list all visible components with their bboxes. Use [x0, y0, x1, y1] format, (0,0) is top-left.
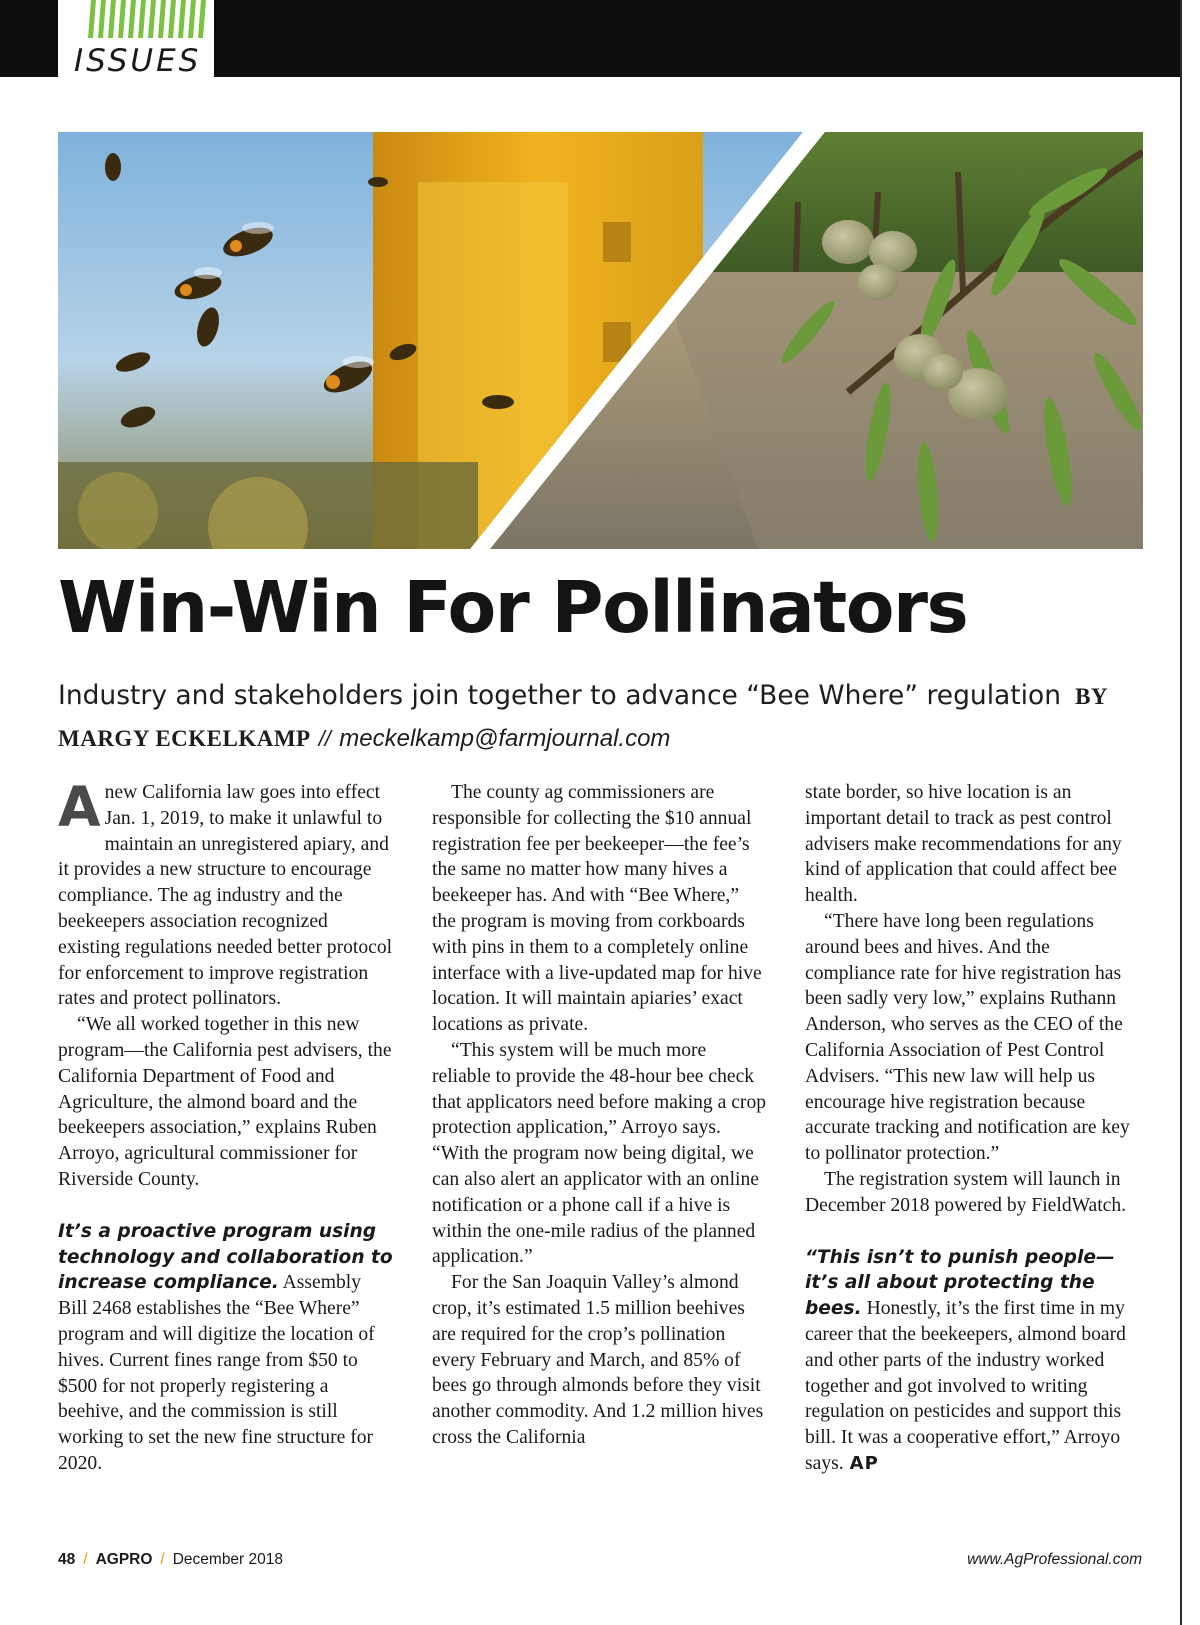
section-stripes-graphic: [87, 0, 211, 38]
paragraph: For the San Joaquin Valley’s almond crop, it’s estimated 1.5 million beehives are required for the crop’s pollination every February and March, and 85% of bees go through almonds before they visit another commodity. And 1.2 million hives cross the California: [432, 1272, 764, 1448]
footer-separator: /: [83, 1551, 88, 1568]
paragraph: state border, so hive location is an important detail to track as pest control advisers make recommendations for any kind of application that could affect bee health.: [805, 782, 1122, 907]
headline: Win-Win For Pollinators: [58, 566, 968, 649]
paragraph: “There have long been regulations around bees and hives. And the compliance rate for hive registration has been sadly very low,” explains Ruthann Anderson, who serves as the CEO of the California Association of Pest Control Advisers. “This new law will help us encourage hive registration because accurate tracking and notification are key to pollinator protection.”: [805, 910, 1130, 1165]
deck: [58, 675, 1158, 759]
website-link[interactable]: www.AgProfessional.com: [967, 1551, 1142, 1568]
subhead-lead: It’s a proactive program using technology and collaboration to increase compliance.: [58, 1220, 393, 1294]
end-mark: AP: [849, 1452, 879, 1474]
column-3: [805, 780, 1145, 1477]
paragraph: The county ag commissioners are responsible for collecting the $10 annual registration fee per beekeeper—the fee’s the same no matter how many hives a beekeeper has. And with “Bee Where,” the program is moving from corkboards with pins in them to a completely online interface with a live-updated map for hive location. It will maintain apiaries’ exact locations as private.: [432, 782, 762, 1036]
paragraph: “We all worked together in this new program—the California pest advisers, the California Department of Food and Agriculture, the almond board and the beekeepers association,” explains Ruben Arroyo, agricultural commissioner for Riverside County.: [58, 1014, 392, 1190]
magazine-name: AGPRO: [95, 1551, 153, 1568]
paragraph: [805, 1245, 1145, 1477]
paragraph: “This system will be much more reliable to provide the 48-hour bee check that applicators need before making a crop protection application,” Arroyo says. “With the program now being digital, we can also alert an applicator with an online notification or a phone call if a hive is within the one-mile radius of the planned application.”: [432, 1039, 767, 1268]
paragraph: The registration system will launch in December 2018 powered by FieldWatch.: [805, 1168, 1127, 1216]
page-footer-folio: [58, 1551, 283, 1569]
page-number: 48: [58, 1551, 76, 1568]
paragraph-text: Honestly, it’s the first time in my career that the beekeepers, almond board and other parts of the industry worked together and got involved to writing regulation on pesticides and support this bill. It was a cooperative effort,” Arroyo says.: [805, 1298, 1126, 1474]
paragraph-text: new California law goes into effect Jan. 1, 2019, to make it unlawful to maintain an unregistered apiary, and it provides a new structure to encourage compliance. The ag industry and the beekeepers association recognized existing regulations needed better protocol for enforcement to improve registration rates and protect pollinators.: [58, 782, 393, 1010]
footer-separator: /: [160, 1551, 165, 1568]
issue-date: December 2018: [172, 1551, 284, 1568]
byline: BY MARGY ECKELKAMP: [58, 684, 1108, 751]
right-edge-rule: [1180, 0, 1182, 1625]
hero-image: [58, 132, 1143, 549]
subhead-lead: “This isn’t to punish people—it’s all about protecting the bees.: [805, 1246, 1115, 1320]
drop-cap: A: [58, 775, 101, 839]
author-email-link[interactable]: meckelkamp@farmjournal.com: [339, 725, 671, 752]
paragraph: [58, 775, 393, 1012]
paragraph-text: Assembly Bill 2468 establishes the “Bee Where” program and will digitize the location of hives. Current fines range from $50 to $500 for not properly registering a beehive, and the commission is still working to set the new fine structure for 2020.: [58, 1272, 375, 1474]
section-label: ISSUES: [74, 43, 202, 79]
column-1: [58, 775, 393, 1477]
deck-text: Industry and stakeholders join together to advance “Bee Where” regulation: [58, 680, 1062, 711]
paragraph: [58, 1219, 393, 1477]
byline-separator: //: [318, 726, 331, 751]
column-2: [432, 780, 767, 1451]
